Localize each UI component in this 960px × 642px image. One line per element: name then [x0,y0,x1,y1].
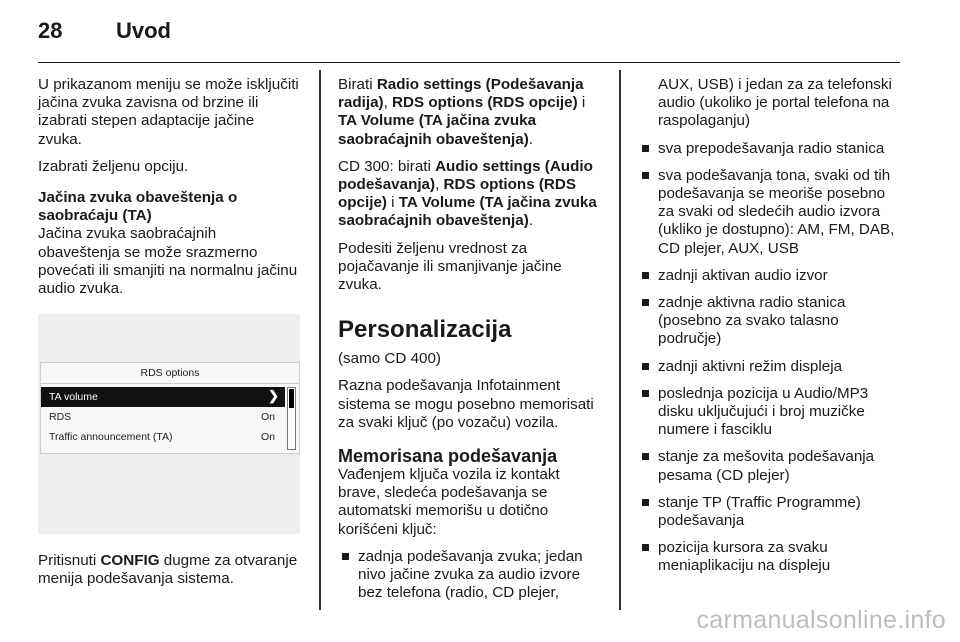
section-title: Uvod [116,18,171,43]
list-item: pozicija kursora za svaku meniaplikaciju na displeju [638,539,902,575]
menu-item-value: On [260,431,275,444]
column-1 [38,76,300,598]
list-item: sva podešavanja tona, svaki od tih podešavanja se meoriše posebno za svaki od sledećih audio izvora (ukliko je dostupno): AM, FM, DAB, CD plejer, AUX, USB [638,167,902,258]
menu-title: RDS options [41,363,299,384]
subheading-ta-volume: Jačina zvuka obaveštenja o saobraćaju (TA) [38,189,238,225]
menu-item-rds [41,407,285,427]
heading-personalizacija: Personalizacija [338,316,512,344]
paragraph: Jačina zvuka saobraćajnih obaveštenja se može srazmerno povećati ili smanjiti na normalnu jačinu audio zvuka. [38,225,298,298]
list-item: zadnje aktivna radio stanica (posebno za svako talasno područje) [638,294,902,349]
scrollbar-thumb [289,389,294,408]
bullet-list [638,76,902,576]
menu-item-ta-volume [41,387,285,407]
menu-item-label: Traffic announcement (TA) [49,431,173,444]
paragraph: (samo CD 400) [338,350,441,368]
paragraph: Vađenjem ključa vozila iz kontakt brave, sledeća podešavanja se automatski memorišu u dotično korišćeni ključ: [338,466,560,538]
watermark: carmanualsonline.info [696,606,946,634]
list-item: stanje za mešovita podešavanja pesama (CD plejer) [638,448,902,484]
config-button-name: CONFIG [100,552,160,570]
rds-options-menu [40,362,300,454]
list-item: zadnja podešavanja zvuka; jedan nivo jačine zvuka za audio izvore bez telefona (radio, CD plejer, [338,548,604,603]
list-item: poslednja pozicija u Audio/MP3 disku uključujući i broj muzičke numere i fasciklu [638,385,902,440]
list-item-continued: AUX, USB) i jedan za za telefonski audio (ukoliko je portal telefona na raspolaganju) [658,76,892,130]
menu-item-label: RDS [49,411,72,424]
list-item: sva prepodešavanja radio stanica [638,140,902,158]
paragraph: U prikazanom meniju se može isključiti jačina zvuka zavisna od brzine ili izabrati stepen adaptacije jačine zvuka. [38,76,299,148]
bullet-list [338,548,604,603]
paragraph: Birati Radio settings (Podešavanja radija), RDS options (RDS opcije) i TA Volume (TA jačina zvuka saobraćajnih obaveštenja). [338,76,586,148]
column-2 [338,76,604,611]
heading-memorisana: Memorisana podešavanja [338,446,558,467]
list-item: zadnji aktivni režim displeja [638,358,902,376]
list-item: stanje TP (Traffic Programme) podešavanja [638,494,902,530]
menu-item-value: On [260,411,275,424]
menu-item-traffic-announcement [41,427,285,447]
paragraph: Razna podešavanja Infotainment sistema se mogu posebno memorisati za svaki ključ (po vozaču) vozila. [338,377,594,431]
paragraph: Podesiti željenu vrednost za pojačavanje ili smanjivanje jačine zvuka. [338,239,562,294]
display-screenshot [38,314,300,534]
page-header [38,16,900,63]
column-divider-2 [619,70,621,610]
column-divider-1 [319,70,321,610]
menu-item-label: TA volume [49,391,98,404]
list-item: zadnji aktivan audio izvor [638,267,902,285]
paragraph: Izabrati željenu opciju. [38,157,189,175]
paragraph: CD 300: birati Audio settings (Audio podešavanja), RDS options (RDS opcije) i TA Volume (TA jačina zvuka saobraćajnih obaveštenja). [338,157,597,230]
column-3 [638,76,902,585]
paragraph-config: Pritisnuti CONFIG dugme za otvaranje menija podešavanja sistema. [38,552,298,588]
scrollbar [287,387,296,450]
chevron-right-icon: ❯ [268,388,279,404]
page-number: 28 [38,18,63,43]
